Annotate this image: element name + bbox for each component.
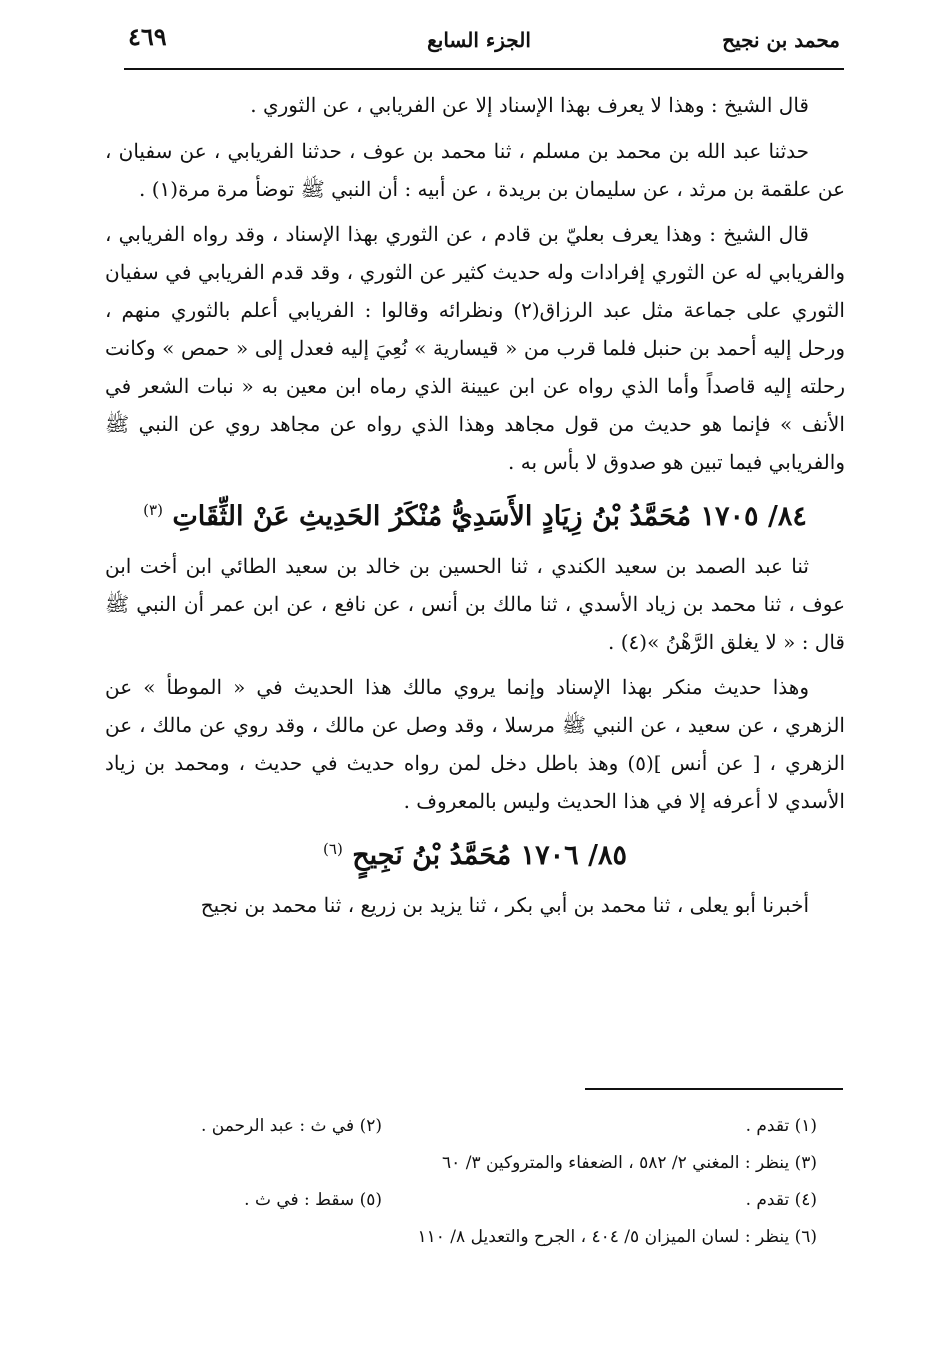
footnote: (٢) في ث : عبد الرحمن .	[200, 1116, 382, 1136]
footnote-row	[105, 1219, 817, 1256]
paragraph: قال الشيخ : وهذا لا يعرف بهذا الإسناد إلا عن الفريابي ، عن الثوري .	[250, 93, 809, 117]
entry-heading	[105, 827, 845, 878]
paragraph: وهذا حديث منكر بهذا الإسناد وإنما يروي مالك هذا الحديث في « الموطأ » عن الزهري ، عن سعيد ، عن النبي ﷺ مرسلا ، وقد وصل عن مالك ، وقد روي عن مالك ، عن الزهري ، [ عن أنس ](٥) وهذ باطل دخل لمن رواه حديث في حديث ، ومحمد بن زياد الأسدي لا أعرفه إلا في هذا الحديث وليس بالمعروف .	[105, 675, 845, 813]
footnote-row	[105, 1182, 817, 1219]
entry-heading-text: ٨٥/ ١٧٠٦ مُحَمَّدُ بْنُ نَجِيحٍ	[352, 840, 627, 871]
entry-heading	[105, 488, 845, 539]
entry-heading-text: ٨٤/ ١٧٠٥ مُحَمَّدُ بْنُ زِيَادٍ الأَسَدِيُّ مُنْكَرُ الحَدِيثِ عَنْ الثِّقَاتِ	[172, 501, 807, 532]
footnote-marker: (٦)	[323, 840, 343, 858]
paragraph: أخبرنا أبو يعلى ، ثنا محمد بن أبي بكر ، ثنا يزيد بن زريع ، ثنا محمد بن نجيح	[200, 893, 809, 917]
footnote-rule	[585, 1088, 843, 1090]
footnotes	[105, 1108, 817, 1256]
volume-title: الجزء السابع	[427, 28, 531, 52]
footnote: (٦) ينظر : لسان الميزان ٥/ ٤٠٤ ، الجرح والتعديل ٨/ ١١٠	[417, 1227, 817, 1247]
footnote: (٤) تقدم .	[745, 1190, 817, 1210]
footnote: (٥) سقط : في ث .	[244, 1190, 382, 1210]
paragraph: ثنا عبد الصمد بن سعيد الكندي ، ثنا الحسين بن خالد بن سعيد الطائي ابن أخت ابن عوف ، ثنا محمد بن زياد الأسدي ، ثنا مالك بن أنس ، عن نافع ، عن ابن عمر أن النبي ﷺ قال : « لا يغلق الرَّهْنُ »(٤) .	[105, 554, 845, 654]
running-title: محمد بن نجيح	[722, 28, 840, 52]
footnote-row	[105, 1145, 817, 1182]
footnote-row	[105, 1108, 817, 1145]
footnote-marker: (٣)	[143, 501, 163, 519]
footnote: (١) تقدم .	[745, 1116, 817, 1136]
page-number: ٤٦٩	[128, 22, 167, 51]
paragraph: حدثنا عبد الله بن محمد بن مسلم ، ثنا محمد بن عوف ، حدثنا الفريابي ، عن سفيان ، عن علقمة بن مرثد ، عن سليمان بن بريدة ، عن أبيه : أن النبي ﷺ توضأ مرة مرة(١) .	[105, 139, 845, 201]
main-text	[105, 86, 845, 931]
footnote: (٣) ينظر : المغني ٢/ ٥٨٢ ، الضعفاء والمتروكين ٣/ ٦٠	[442, 1153, 817, 1173]
page-header	[118, 20, 840, 66]
header-rule	[124, 68, 844, 70]
paragraph: قال الشيخ : وهذا يعرف بعليّ بن قادم ، عن الثوري بهذا الإسناد ، وقد رواه الفريابي ، والفريابي له عن الثوري إفرادات وله حديث كثير عن الثوري ، وقد قدم الفريابي في سفيان الثوري على جماعة مثل عبد الرزاق(٢) ونظرائه وقالوا : الفريابي أعلم بالثوري منهم ، ورحل إليه أحمد بن حنبل فلما قرب من « قيسارية » نُعِيَ إليه فعدل إلى « حمص » وكانت رحلته إليه قاصداً وأما الذي رواه عن ابن عيينة الذي رماه ابن معين به « نبات الشعر في الأنف » فإنما هو حديث من قول مجاهد وهذا الذي رواه عن مجاهد روي عن النبي ﷺ والفريابي فيما تبين هو صدوق لا بأس به .	[105, 222, 845, 474]
